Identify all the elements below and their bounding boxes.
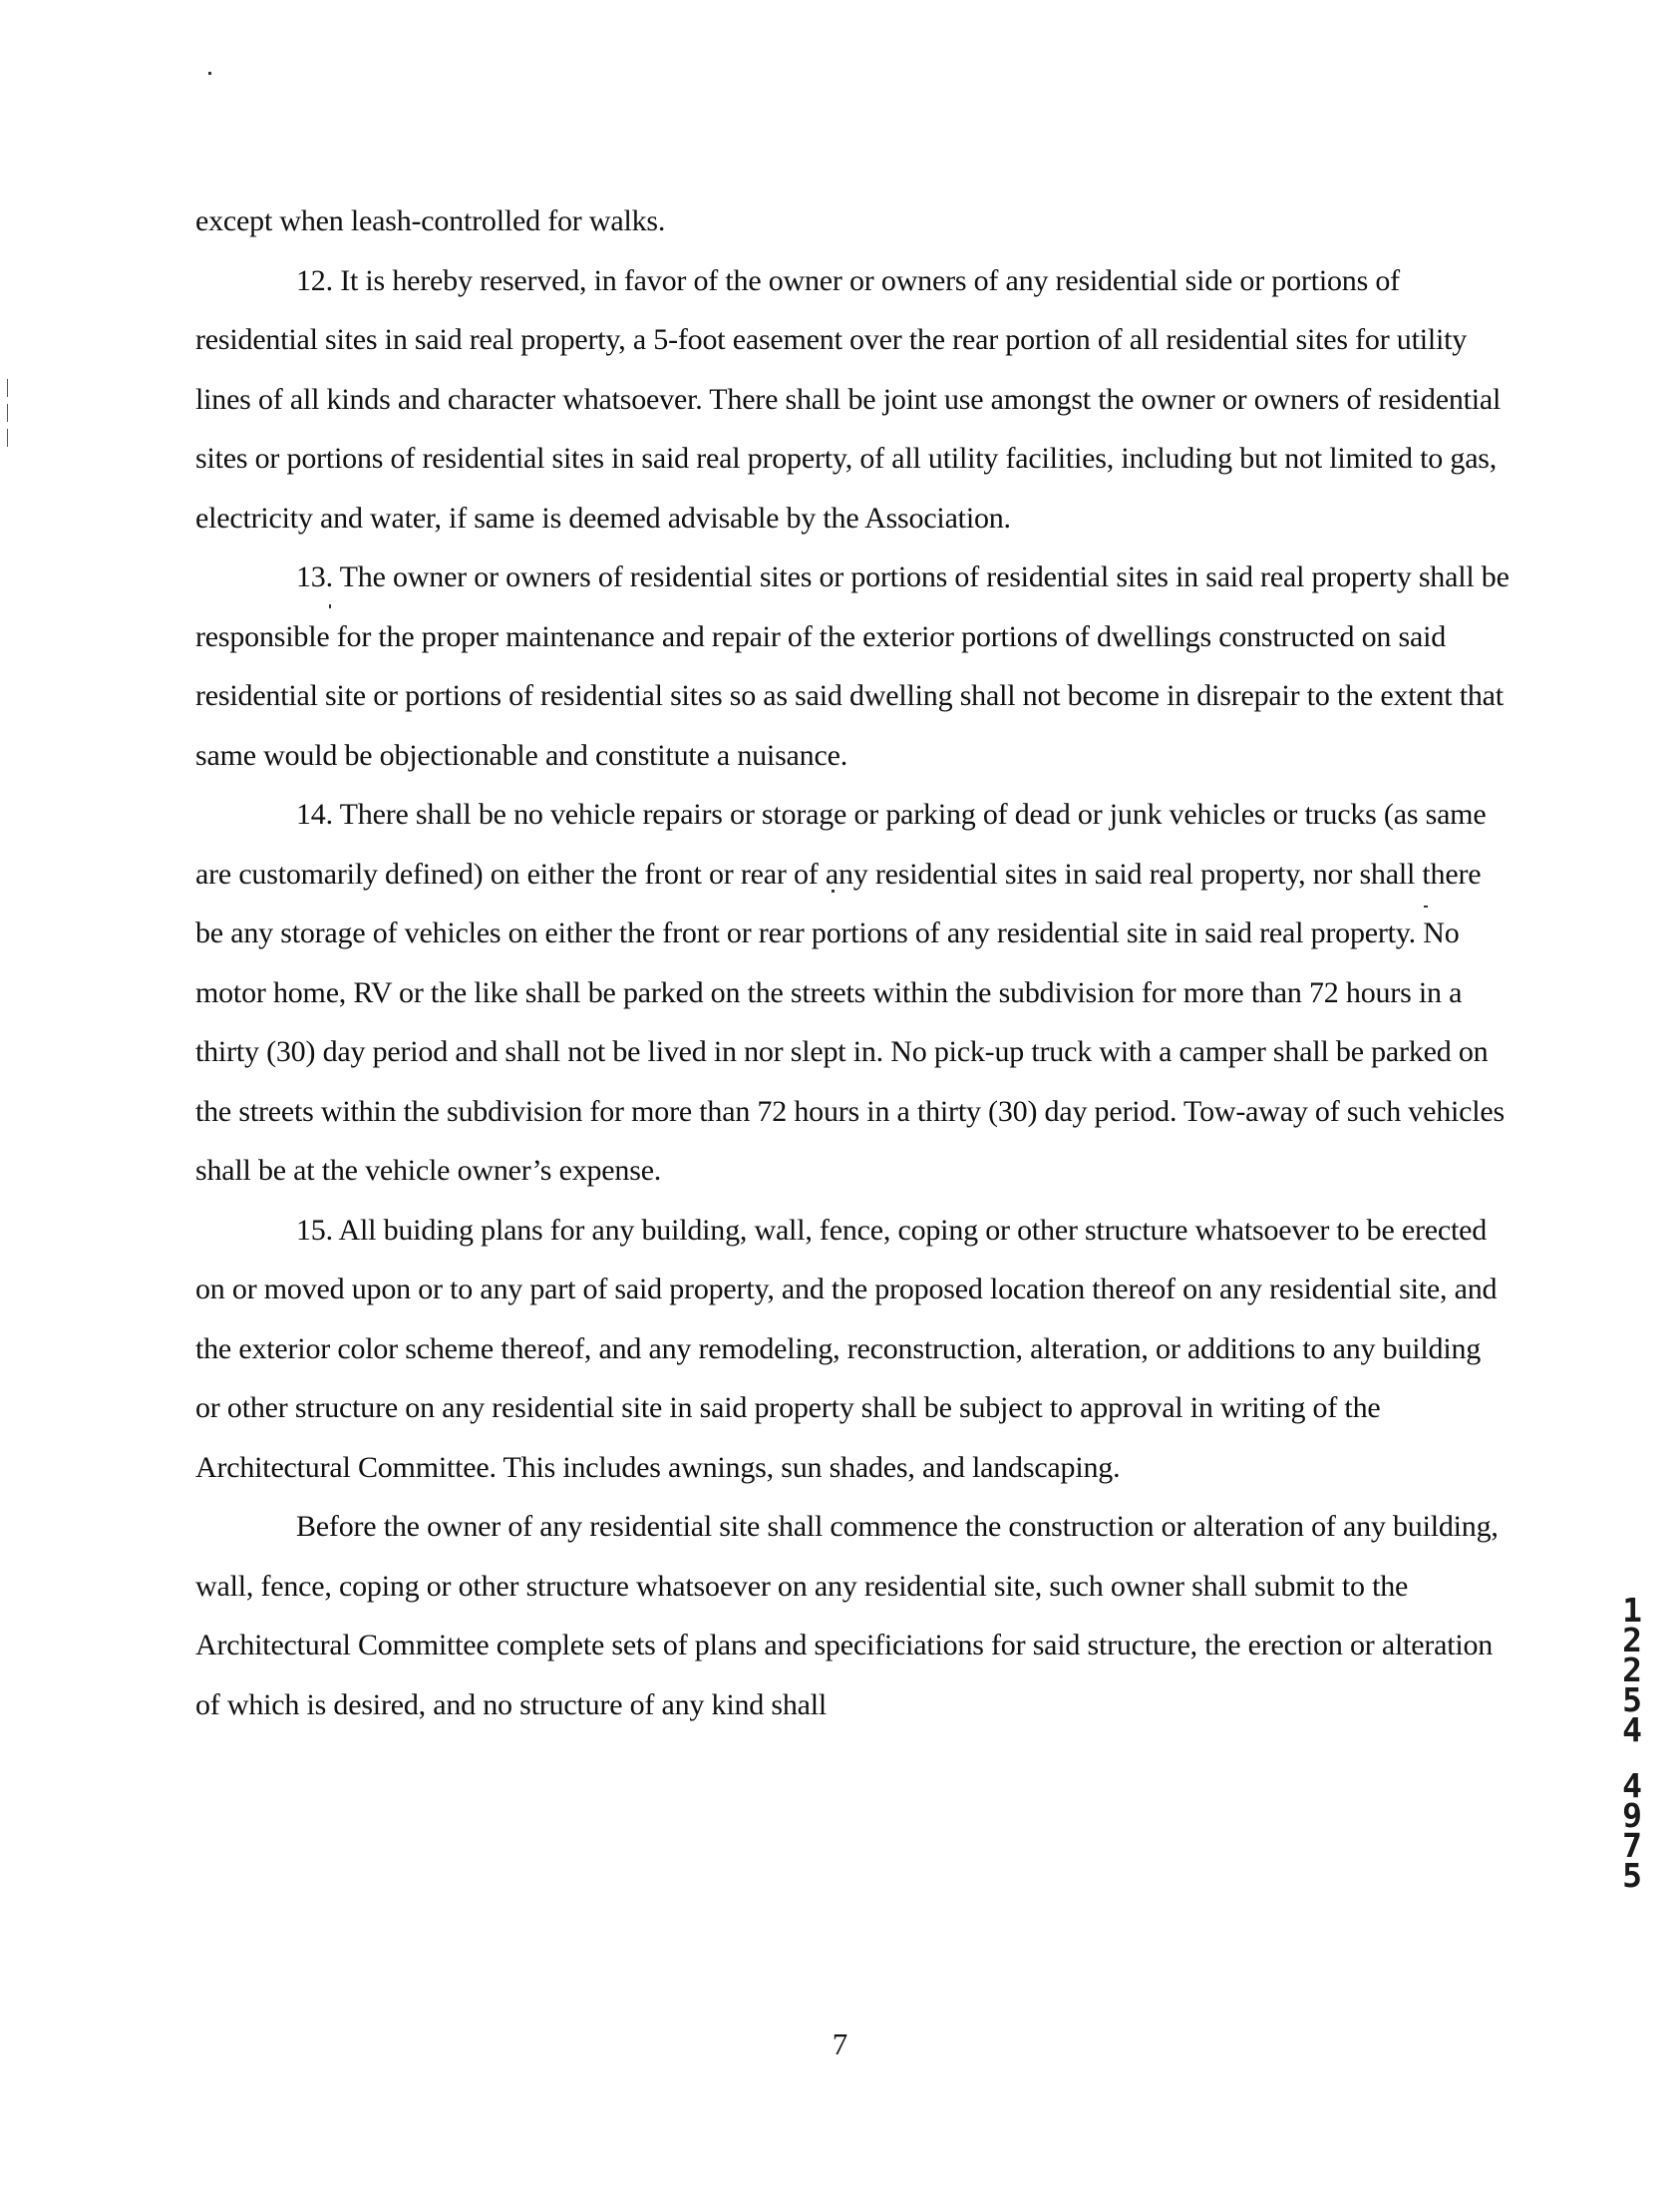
scan-margin-mark: [7, 404, 8, 422]
recording-stamp: [1615, 1591, 1649, 1895]
stamp-digit: 2: [1622, 1621, 1642, 1659]
stamp-digit: 7: [1622, 1826, 1642, 1865]
document-body: [195, 191, 1512, 1734]
paragraph-15-building-plans: 15. All buiding plans for any building, wall, fence, coping or other structure whatsoever to be erected on or moved upon or to any part of said property, and the proposed location thereof on any residential site, and the exterior color scheme thereof, and any remodeling, reconstruction, alteration, or additions to any building or other structure on any residential site in said property shall be subject to approval in writing of the Architectural Committee. This includes awnings, sun shades, and landscaping.: [195, 1213, 1498, 1484]
paragraph-carryover: except when leash-controlled for walks.: [195, 204, 666, 237]
stamp-digit: 5: [1622, 1856, 1642, 1895]
stamp-digit: 2: [1622, 1651, 1642, 1689]
stamp-digit: 9: [1622, 1796, 1642, 1835]
paragraph-14-vehicles: 14. There shall be no vehicle repairs or storage or parking of dead or junk vehicles or trucks (as same are customarily defined) on either the front or rear of any residential sites in said real property, nor shall there be any storage of vehicles on either the front or rear portions of any residential site in said real property. No motor home, RV or the like shall be parked on the streets within the subdivision for more than 72 hours in a thirty (30) day period and shall not be lived in nor slept in. No pick-up truck with a camper shall be parked on the streets within the subdivision for more than 72 hours in a thirty (30) day period. Tow-away of such vehicles shall be at the vehicle owner’s expense.: [195, 798, 1505, 1187]
paragraph-13-maintenance: 13. The owner or owners of residential sites or portions of residential sites in said real property shall be responsible for the proper maintenance and repair of the exterior portions of dwellings constructed on said residential site or portions of residential sites so as said dwelling shall not become in disrepair to the extent that same would be objectionable and constitute a nuisance.: [195, 560, 1510, 772]
paragraph-12-easement: 12. It is hereby reserved, in favor of the owner or owners of any residential side or portions of residential sites in said real property, a 5-foot easement over the rear portion of all residential sites for utility lines of all kinds and character whatsoever. There shall be joint use amongst the owner or owners of residential sites or portions of residential sites in said real property, of all utility facilities, including but not limited to gas, electricity and water, if same is deemed advisable by the Association.: [195, 263, 1502, 535]
page-number: 7: [832, 2026, 848, 2061]
stamp-digit: 1: [1622, 1591, 1642, 1630]
stamp-digit: 5: [1622, 1680, 1642, 1719]
scan-margin-mark: [7, 379, 8, 397]
scan-margin-mark: [7, 429, 8, 447]
paragraph-15-submission: Before the owner of any residential site shall commence the construction or alteration of any building, wall, fence, coping or other structure whatsoever on any residential site, such owner shall submit to the Architectural Committee complete sets of plans and specificiations for said structure, the erection or alteration of which is desired, and no structure of any kind shall: [195, 1510, 1499, 1721]
stamp-digit: 4: [1622, 1710, 1642, 1749]
scan-speck: [208, 72, 211, 75]
stamp-digit: 4: [1622, 1766, 1642, 1805]
